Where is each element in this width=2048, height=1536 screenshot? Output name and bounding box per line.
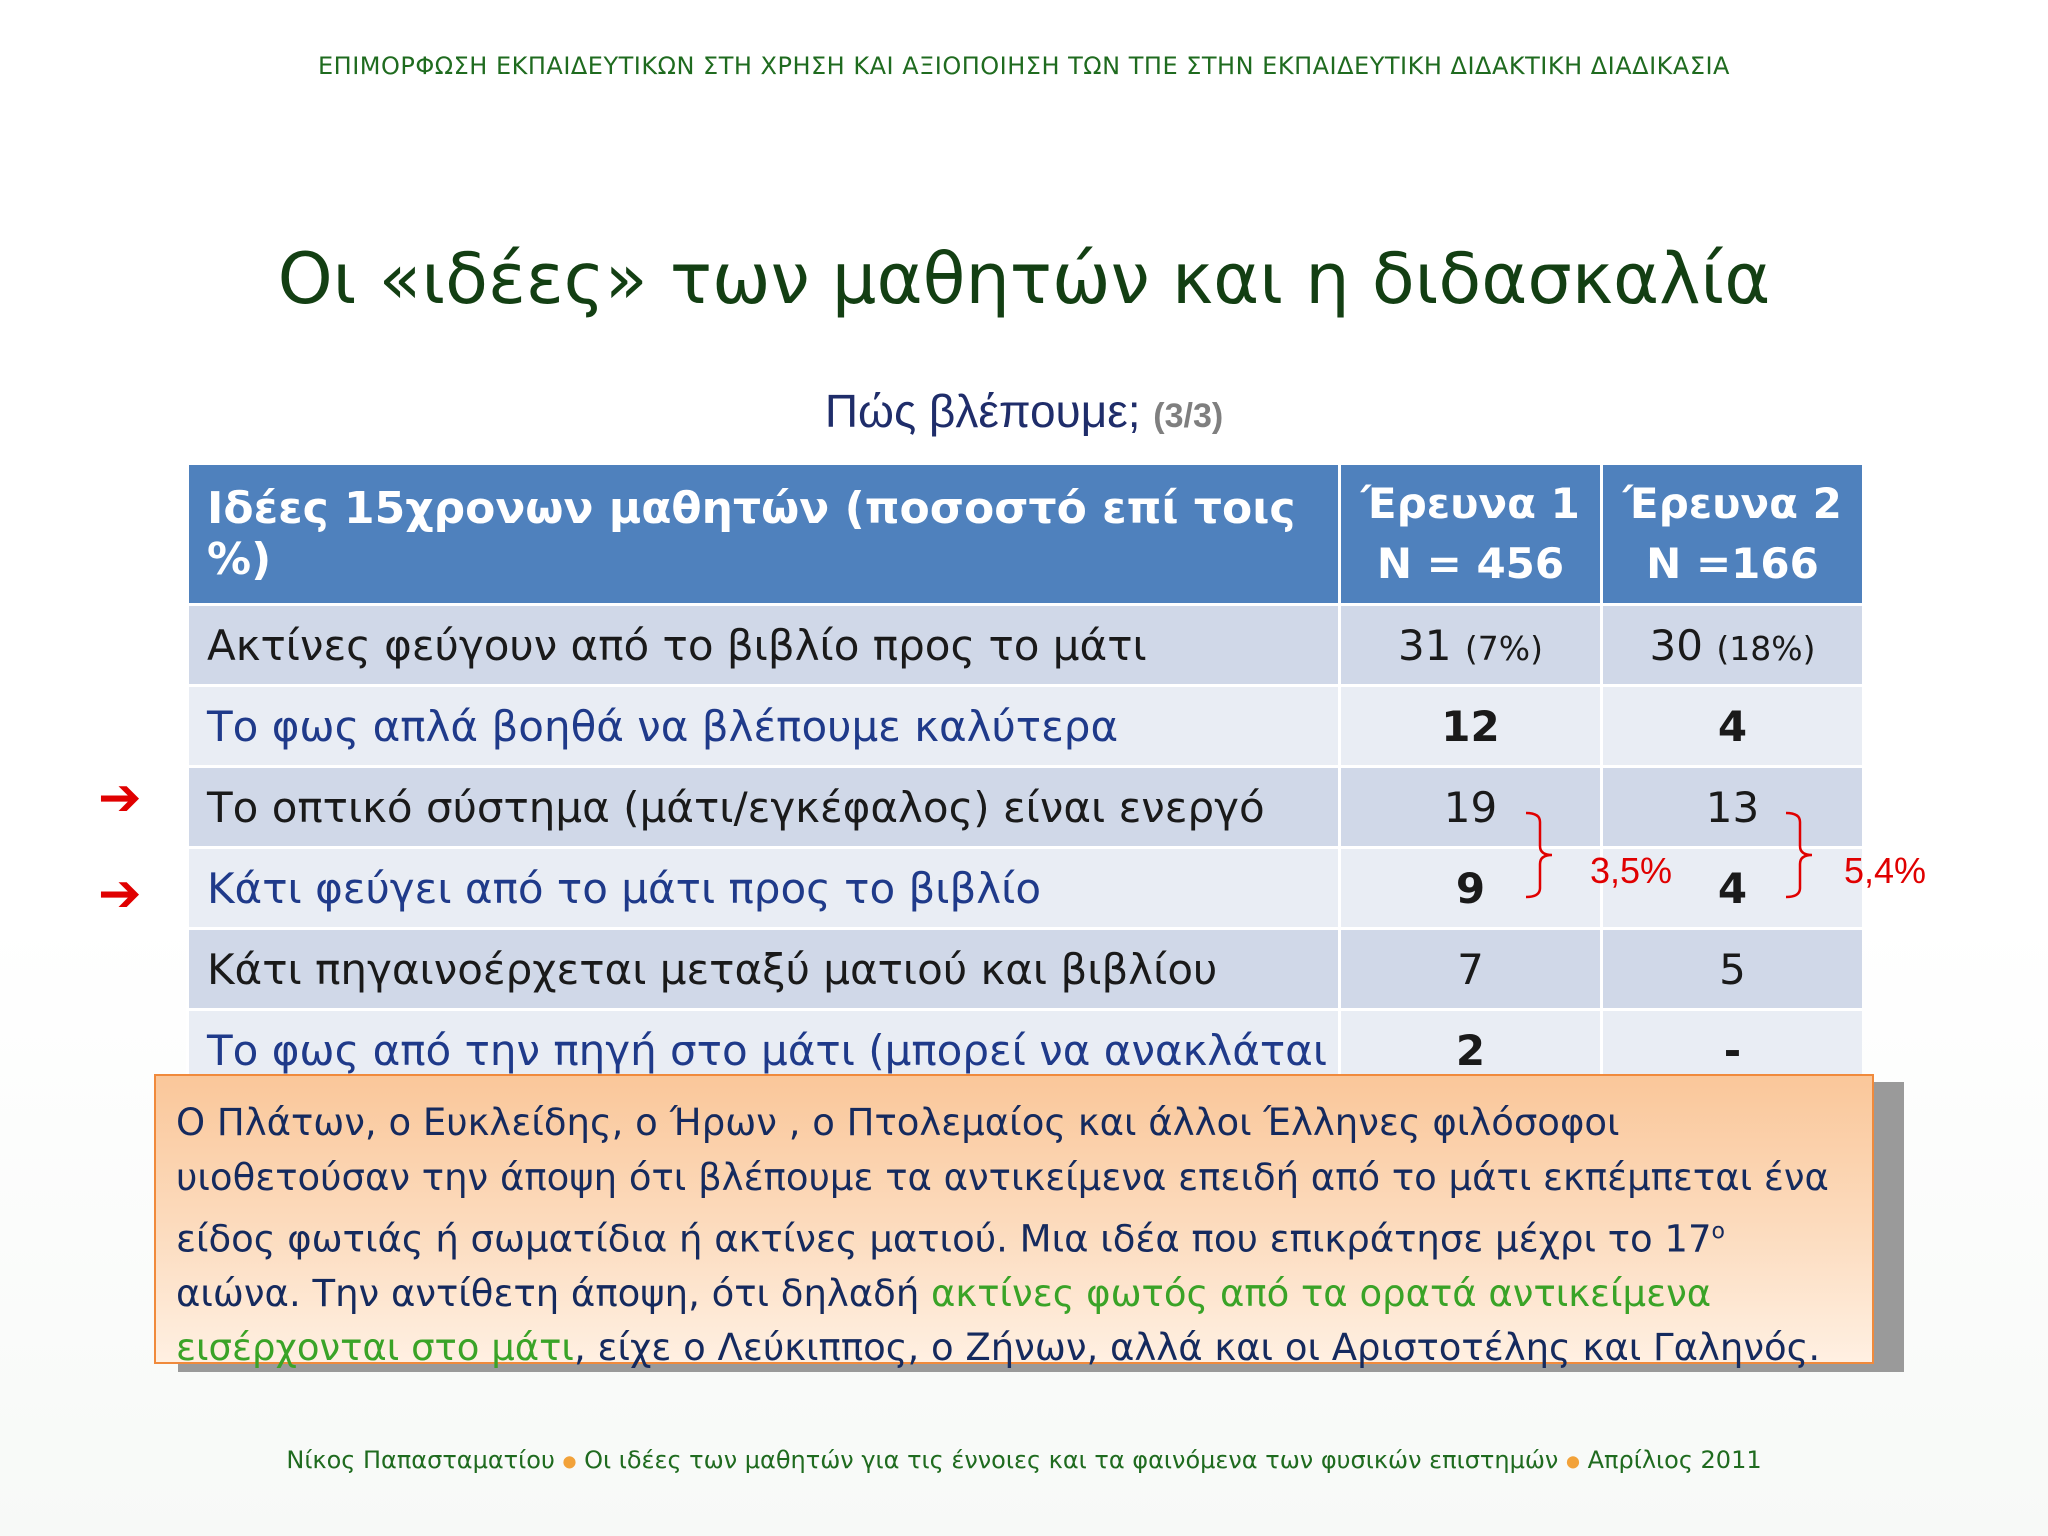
survey2-name: Έρευνα 2 <box>1623 479 1842 528</box>
survey1-value-cell: 2 <box>1340 1010 1602 1075</box>
idea-cell: Κάτι φεύγει από το μάτι προς το βιβλίο <box>188 848 1340 929</box>
survey1-value-cell: 19 <box>1340 767 1602 848</box>
survey2-percent: (18%) <box>1716 628 1816 668</box>
note-text-part2: αιώνα. Την αντίθετη άποψη, ότι δηλαδή <box>176 1271 932 1315</box>
survey1-value-cell: 12 <box>1340 686 1602 767</box>
slide-header: ΕΠΙΜΟΡΦΩΣΗ ΕΚΠΑΙΔΕΥΤΙΚΩΝ ΣΤΗ ΧΡΗΣΗ ΚΑΙ ΑΞΙΟΠΟΙΗΣΗ ΤΩΝ ΤΠΕ ΣΤΗΝ ΕΚΠΑΙΔΕΥΤΙΚΗ ΔΙΔΑΚΤΙΚΗ ΔΙΑΔΙΚΑΣΙΑ <box>318 52 1730 80</box>
idea-cell: Το φως απλά βοηθά να βλέπουμε καλύτερα <box>188 686 1340 767</box>
red-arrow-icon: ➔ <box>98 864 142 924</box>
survey2-value-cell <box>1602 605 1863 686</box>
table-row <box>188 767 1863 848</box>
survey1-column-header <box>1340 464 1602 605</box>
survey2-value-cell: 5 <box>1602 929 1863 1010</box>
table-row <box>188 1010 1863 1075</box>
idea-cell: Το φως από την πηγή στο μάτι (μπορεί να ανακλάται <box>188 1010 1340 1075</box>
survey1-sample-size: Ν = 456 <box>1376 539 1565 588</box>
survey2-value-cell: 13 <box>1602 767 1863 848</box>
slide-footer <box>0 1446 2048 1474</box>
footer-topic: Οι ιδέες των μαθητών για τις έννοιες και τα φαινόμενα των φυσικών επιστημών <box>584 1446 1559 1474</box>
idea-cell: Ακτίνες φεύγουν από το βιβλίο προς το μάτι <box>188 605 1340 686</box>
historical-note-box <box>154 1074 1874 1370</box>
right-brace-icon <box>1524 810 1564 900</box>
right-brace-icon <box>1784 810 1824 900</box>
ideas-table <box>186 462 1862 1074</box>
survey1-value-cell: 9 <box>1340 848 1602 929</box>
survey2-value: 30 <box>1649 620 1703 670</box>
survey2-column-header <box>1602 464 1863 605</box>
idea-cell: Κάτι πηγαινοέρχεται μεταξύ ματιού και βιβλίου <box>188 929 1340 1010</box>
survey2-value-cell: - <box>1602 1010 1863 1075</box>
footer-author: Νίκος Παπασταματίου <box>286 1446 555 1474</box>
idea-cell: Το οπτικό σύστημα (μάτι/εγκέφαλος) είναι ενεργό <box>188 767 1340 848</box>
table-row <box>188 605 1863 686</box>
table-row <box>188 929 1863 1010</box>
survey2-sample-size: Ν =166 <box>1646 539 1819 588</box>
survey1-value: 31 <box>1398 620 1452 670</box>
note-superscript: ο <box>1711 1219 1725 1244</box>
table-header-row <box>188 464 1863 605</box>
brace-label-survey2: 5,4% <box>1844 850 1927 891</box>
survey1-name: Έρευνα 1 <box>1361 479 1580 528</box>
red-arrow-icon: ➔ <box>98 768 142 828</box>
footer-separator-icon: ● <box>1565 1451 1580 1471</box>
slide-subtitle <box>0 384 2048 438</box>
note-text-part1: Ο Πλάτων, ο Ευκλείδης, ο Ήρων , ο Πτολεμαίος και άλλοι Έλληνες φιλόσοφοι υιοθετούσαν την άποψη ότι βλέπουμε τα αντικείμενα επειδή από το μάτι εκπέμπεται ένα είδος φωτιάς ή σωματίδια ή ακτίνες ματιού. Μια ιδέα που επικράτησε μέχρι το 17 <box>176 1101 1829 1261</box>
footer-date: Απρίλιος 2011 <box>1587 1446 1762 1474</box>
ideas-column-header: Ιδέες 15χρονων μαθητών (ποσοστό επί τοις %) <box>188 464 1340 605</box>
ideas-table-container <box>186 462 1862 1074</box>
slide-title: Οι «ιδέες» των μαθητών και η διδασκαλία <box>277 238 1771 320</box>
subtitle-text: Πώς βλέπουμε; <box>824 385 1141 437</box>
survey1-value-cell <box>1340 605 1602 686</box>
survey2-value-cell: 4 <box>1602 686 1863 767</box>
note-text-part3: , είχε ο Λεύκιππος, ο Ζήνων, αλλά και οι Αριστοτέλης και Γαληνός. <box>573 1326 1821 1370</box>
survey1-value-cell: 7 <box>1340 929 1602 1010</box>
note-highlight: ακτίνες φωτός από τα ορατά αντικείμενα εισέρχονται στο μάτι <box>176 1271 1712 1370</box>
footer-separator-icon: ● <box>562 1451 577 1471</box>
survey2-value-cell: 4 <box>1602 848 1863 929</box>
brace-label-survey1: 3,5% <box>1590 850 1673 891</box>
table-row <box>188 686 1863 767</box>
survey1-percent: (7%) <box>1464 628 1543 668</box>
subtitle-part-indicator: (3/3) <box>1153 397 1224 435</box>
